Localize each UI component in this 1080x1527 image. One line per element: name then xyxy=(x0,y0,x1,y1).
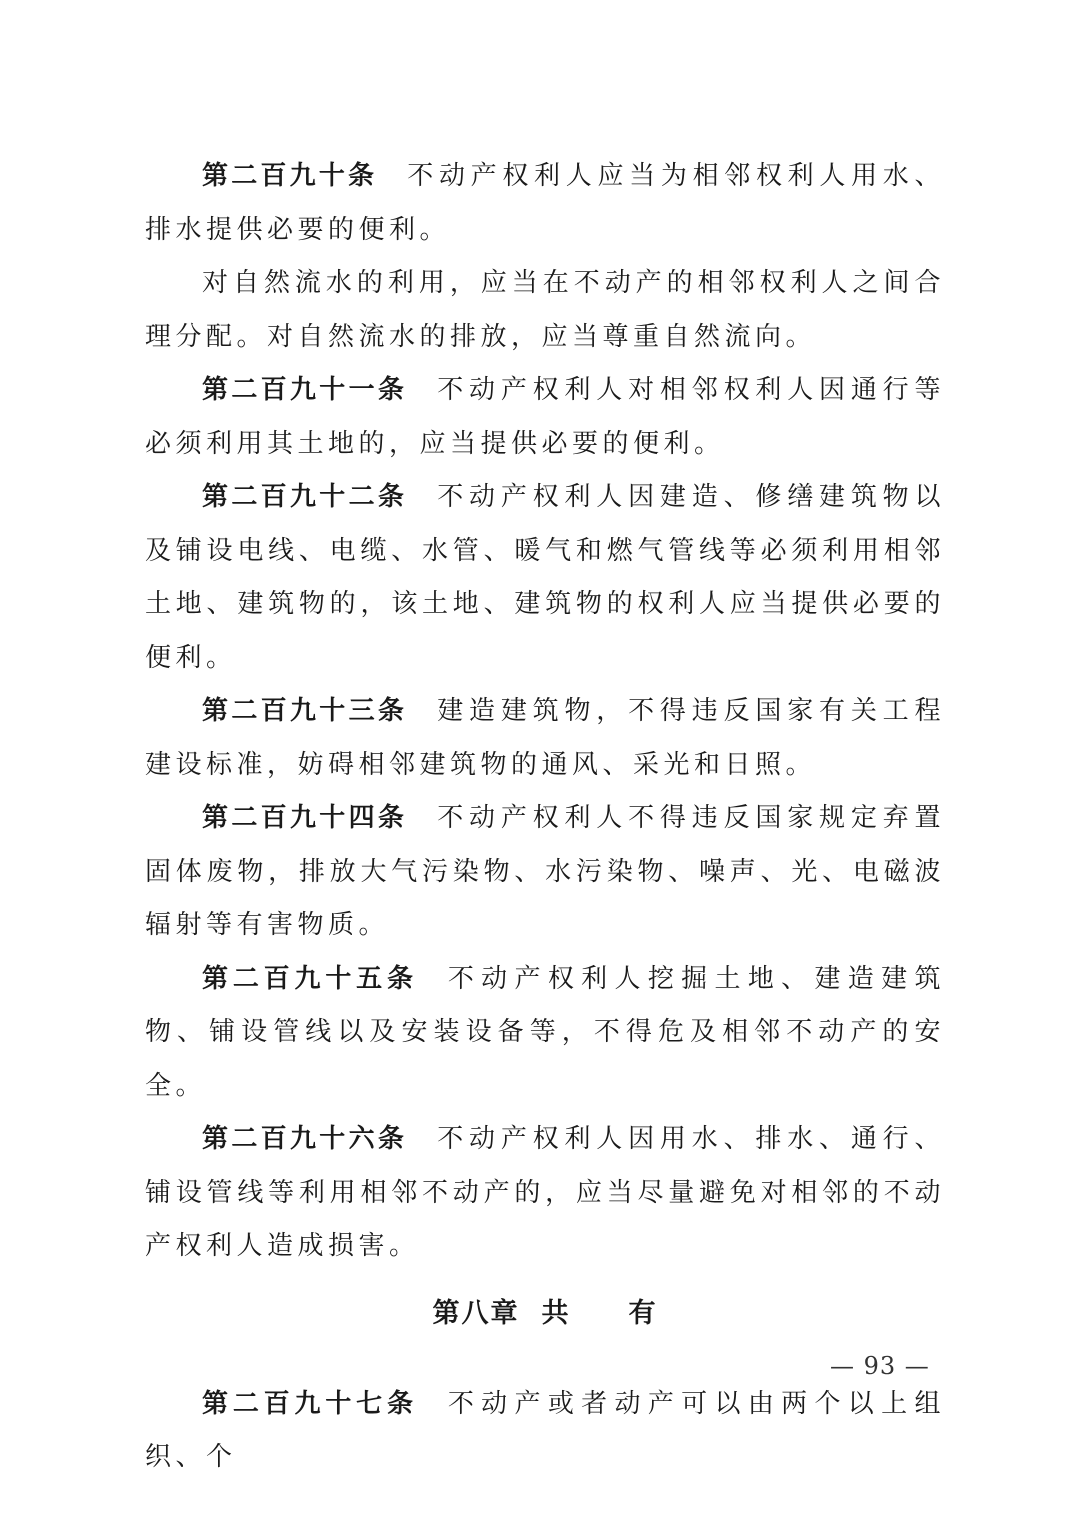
chapter-title-part2: 有 xyxy=(628,1297,658,1329)
article-number: 第二百九十五条 xyxy=(202,963,418,994)
article-text: 不动产权利人因用水、排水、通行、铺设管线等利用相邻不动产的，应当尽量避免对相邻的不动产权利人造成损害。 xyxy=(145,1124,945,1261)
article-296 xyxy=(145,1113,945,1274)
article-number: 第二百九十二条 xyxy=(202,482,408,512)
article-295 xyxy=(145,953,945,1114)
article-text: 不动产权利人因建造、修缮建筑物以及铺设电线、电缆、水管、暖气和燃气管线等必须利用相邻土地、建筑物的，该土地、建筑物的权利人应当提供必要的便利。 xyxy=(145,482,945,673)
body-text xyxy=(145,150,945,1485)
article-text: 不动产权利人挖掘土地、建造建筑物、铺设管线以及安装设备等，不得危及相邻不动产的安全。 xyxy=(145,963,945,1101)
article-290-paragraph-2 xyxy=(145,257,945,364)
article-number: 第二百九十七条 xyxy=(202,1388,418,1419)
article-text: 不动产或者动产可以由两个以上组织、个 xyxy=(145,1388,945,1472)
article-294 xyxy=(145,792,945,953)
article-number: 第二百九十六条 xyxy=(202,1124,408,1154)
article-number: 第二百九十三条 xyxy=(202,696,408,726)
article-text: 对自然流水的利用，应当在不动产的相邻权利人之间合理分配。对自然流水的排放，应当尊重自然流向。 xyxy=(145,268,945,352)
article-number: 第二百九十条 xyxy=(202,161,378,191)
article-292 xyxy=(145,471,945,685)
page-number: — 93 — xyxy=(830,1352,930,1380)
article-text: 不动产权利人不得违反国家规定弃置固体废物，排放大气污染物、水污染物、噪声、光、电磁波辐射等有害物质。 xyxy=(145,803,945,940)
article-293 xyxy=(145,685,945,792)
article-290 xyxy=(145,150,945,257)
article-number: 第二百九十一条 xyxy=(202,375,408,405)
chapter-number: 第八章 xyxy=(432,1297,520,1329)
article-number: 第二百九十四条 xyxy=(202,803,408,833)
article-297 xyxy=(145,1378,945,1485)
article-text: 不动产权利人应当为相邻权利人用水、排水提供必要的便利。 xyxy=(145,161,945,245)
chapter-heading xyxy=(145,1274,945,1378)
article-text: 不动产权利人对相邻权利人因通行等必须利用其土地的，应当提供必要的便利。 xyxy=(145,375,945,459)
article-text: 建造建筑物，不得违反国家有关工程建设标准，妨碍相邻建筑物的通风、采光和日照。 xyxy=(145,696,945,780)
chapter-title-part1: 共 xyxy=(541,1297,571,1329)
article-291 xyxy=(145,364,945,471)
